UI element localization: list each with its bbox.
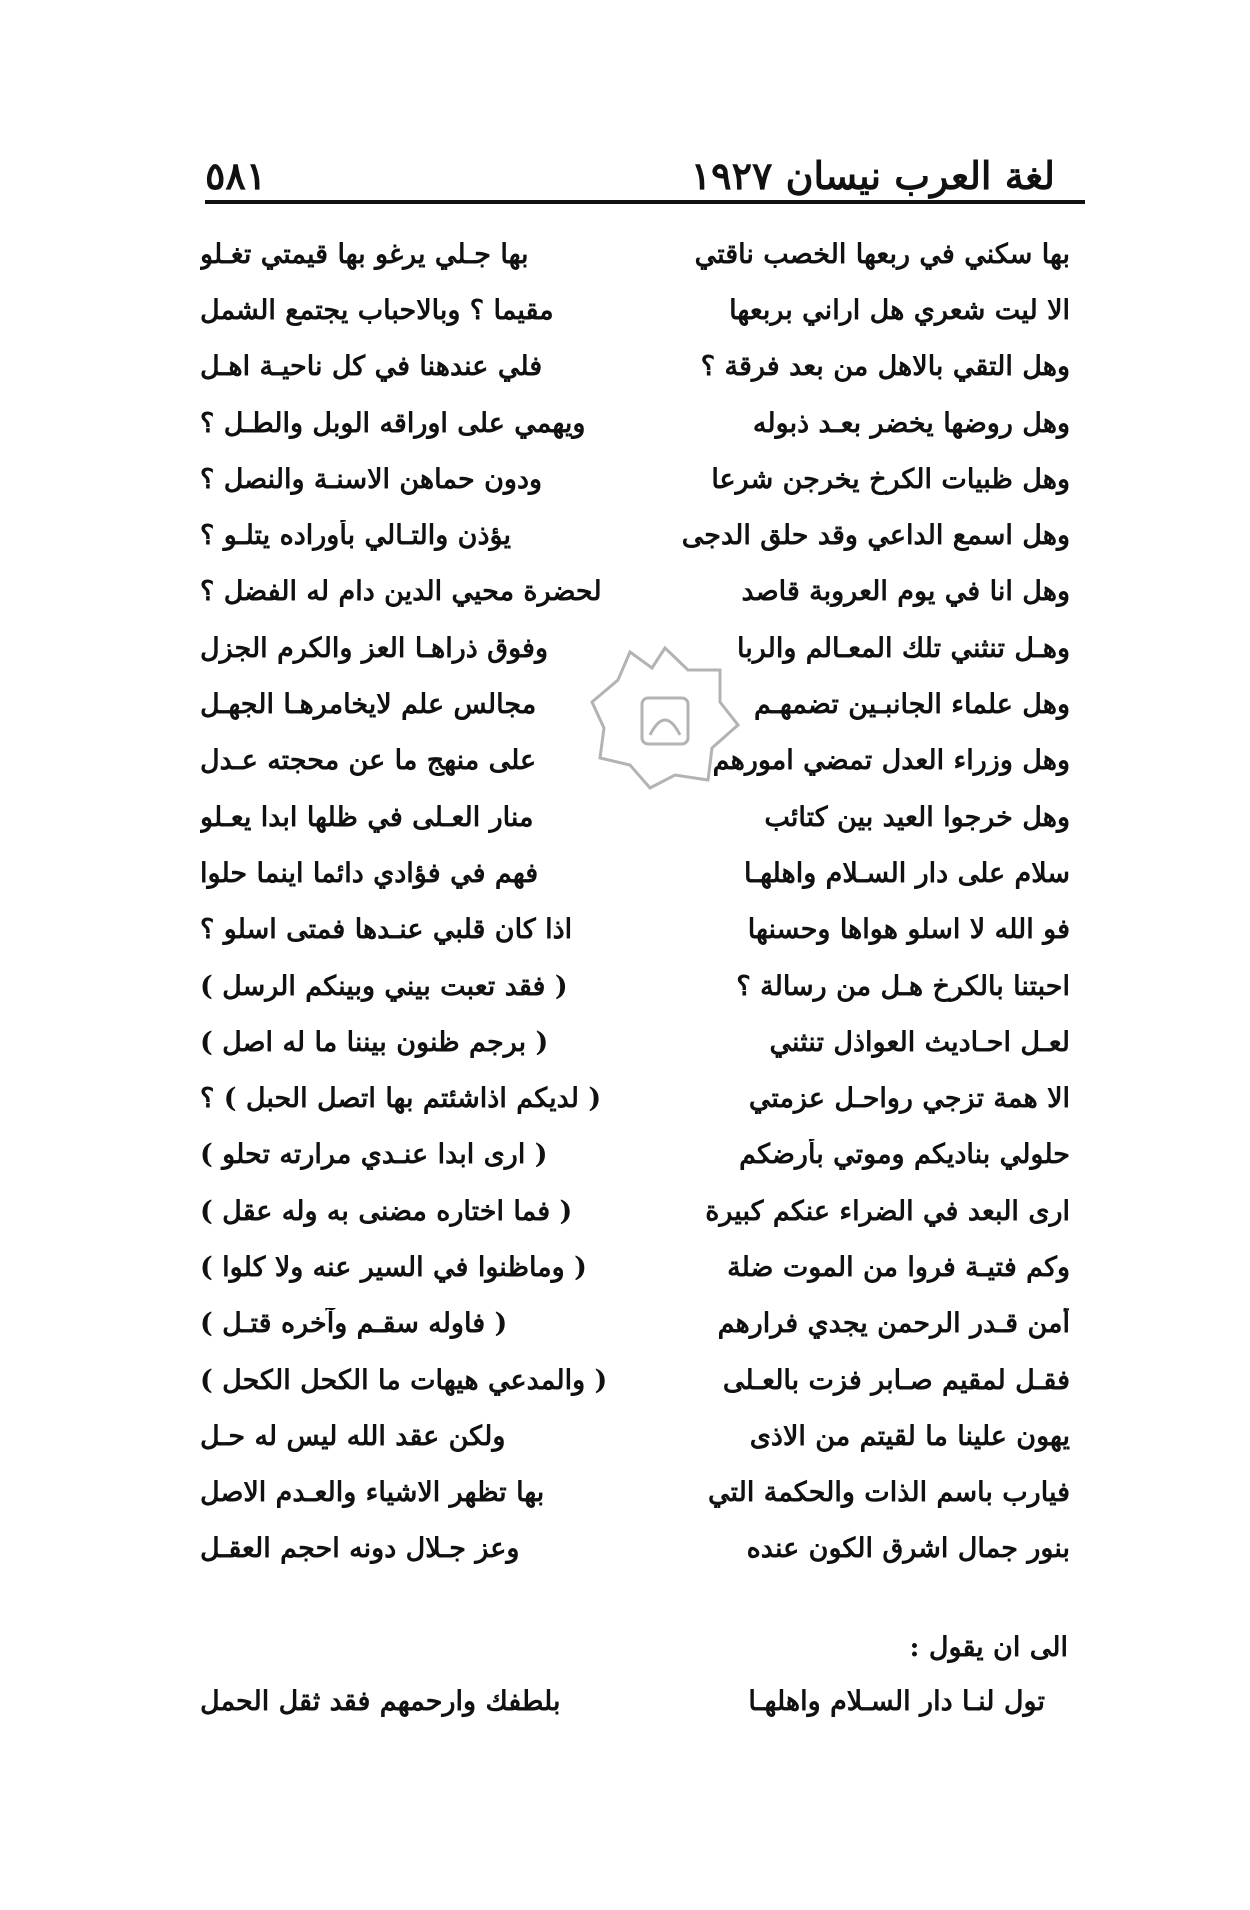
second-hemistich: على منهج ما عن محجته عـدل xyxy=(200,745,537,777)
first-hemistich: وكم فتيـة فروا من الموت ضلة xyxy=(727,1251,1070,1283)
second-hemistich: مجالس علم لايخامرهـا الجهـل xyxy=(200,689,537,721)
first-hemistich: الا ليت شعري هل اراني بربعها xyxy=(729,294,1070,326)
final-verse-first-hemistich: تول لنـا دار السـلام واهلهـا xyxy=(748,1686,1045,1717)
first-hemistich: فيارب باسم الذات والحكمة التي xyxy=(707,1477,1070,1509)
first-hemistich: وهل علماء الجانبـين تضمهـم xyxy=(753,689,1070,721)
library-stamp-watermark xyxy=(590,640,740,790)
verse-line xyxy=(200,507,1070,563)
second-hemistich: ( فقد تعبت بيني وبينكم الرسل ) xyxy=(200,970,568,1002)
page-number: ٥٨١ xyxy=(205,153,267,198)
first-hemistich: وهل ظبيات الكرخ يخرجن شرعا xyxy=(711,463,1070,495)
final-verse-second-hemistich: بلطفك وارحمهم فقد ثقل الحمل xyxy=(200,1686,561,1717)
verse-line xyxy=(200,226,1070,282)
second-hemistich: ( فاوله سقـم وآخره قتـل ) xyxy=(200,1308,508,1340)
first-hemistich: فقـل لمقيم صـابر فزت بالعـلى xyxy=(722,1364,1070,1396)
header-rule xyxy=(205,200,1085,204)
verse-line xyxy=(200,1127,1070,1183)
poem-body xyxy=(200,226,1070,1577)
first-hemistich: سلام على دار السـلام واهلهـا xyxy=(743,857,1070,889)
verse-line xyxy=(200,395,1070,451)
second-hemistich: لحضرة محيي الدين دام له الفضل ؟ xyxy=(200,576,602,608)
first-hemistich: أمن قـدر الرحمن يجدي فرارهم xyxy=(717,1308,1070,1340)
first-hemistich: لعـل احـاديث العواذل تنثني xyxy=(769,1026,1070,1058)
verse-line xyxy=(200,1183,1070,1239)
verse-line xyxy=(200,958,1070,1014)
second-hemistich: مقيما ؟ وبالاحباب يجتمع الشمل xyxy=(200,294,554,326)
first-hemistich: وهل اسمع الداعي وقد حلق الدجى xyxy=(681,520,1070,552)
second-hemistich: فهم في فؤادي دائما اينما حلوا xyxy=(200,857,539,889)
first-hemistich: وهل انا في يوم العروبة قاصد xyxy=(741,576,1070,608)
second-hemistich: فلي عندهنا في كل ناحيـة اهـل xyxy=(200,351,543,383)
second-hemistich: يؤذن والتـالي بأوراده يتلـو ؟ xyxy=(200,520,511,552)
verse-line xyxy=(200,1239,1070,1295)
final-verse xyxy=(200,1686,1045,1717)
first-hemistich: بنور جمال اشرق الكون عنده xyxy=(746,1533,1070,1565)
first-hemistich: وهـل تنثني تلك المعـالم والربا xyxy=(736,632,1070,664)
first-hemistich: وهل روضها يخضر بعـد ذبوله xyxy=(752,407,1070,439)
first-hemistich: وهل التقي بالاهل من بعد فرقة ؟ xyxy=(700,351,1070,383)
verse-line xyxy=(200,282,1070,338)
first-hemistich: احبتنا بالكرخ هـل من رسالة ؟ xyxy=(736,970,1070,1002)
second-hemistich: بها تظهر الاشياء والعـدم الاصل xyxy=(200,1477,545,1509)
second-hemistich: ( ارى ابدا عنـدي مرارته تحلو ) xyxy=(200,1139,548,1171)
verse-line xyxy=(200,1014,1070,1070)
transition-line: الى ان يقول : xyxy=(909,1632,1068,1663)
verse-line xyxy=(200,902,1070,958)
second-hemistich: وفوق ذراهـا العز والكرم الجزل xyxy=(200,632,548,664)
verse-line xyxy=(200,1408,1070,1464)
first-hemistich: فو الله لا اسلو هواها وحسنها xyxy=(747,914,1070,946)
first-hemistich: يهون علينا ما لقيتم من الاذى xyxy=(749,1420,1070,1452)
verse-line xyxy=(200,1070,1070,1126)
second-hemistich: ( لديكم اذاشئتم بها اتصل الحبل ) ؟ xyxy=(200,1083,602,1115)
second-hemistich: اذا كان قلبي عنـدها فمتى اسلو ؟ xyxy=(200,914,573,946)
verse-line xyxy=(200,789,1070,845)
second-hemistich: ودون حماهن الاسنـة والنصل ؟ xyxy=(200,463,543,495)
second-hemistich: ( وماظنوا في السير عنه ولا كلوا ) xyxy=(200,1251,587,1283)
first-hemistich: بها سكني في ربعها الخصب ناقتي xyxy=(694,238,1070,270)
verse-line xyxy=(200,1352,1070,1408)
first-hemistich: الا همة تزجي رواحـل عزمتي xyxy=(748,1083,1070,1115)
second-hemistich: منار العـلى في ظلها ابدا يعـلو xyxy=(200,801,534,833)
verse-line xyxy=(200,1521,1070,1577)
verse-line xyxy=(200,451,1070,507)
second-hemistich: ولكن عقد الله ليس له حـل xyxy=(200,1420,506,1452)
second-hemistich: وعز جـلال دونه احجم العقـل xyxy=(200,1533,520,1565)
second-hemistich: ( برجم ظنون بيننا ما له اصل ) xyxy=(200,1026,549,1058)
running-title: لغة العرب نيسان ١٩٢٧ xyxy=(690,153,1055,198)
second-hemistich: ويهمي على اوراقه الوبل والطـل ؟ xyxy=(200,407,586,439)
verse-line xyxy=(200,339,1070,395)
first-hemistich: وهل وزراء العدل تمضي امورهم xyxy=(712,745,1070,777)
verse-line xyxy=(200,845,1070,901)
first-hemistich: ارى البعد في الضراء عنكم كبيرة xyxy=(705,1195,1070,1227)
verse-line xyxy=(200,1296,1070,1352)
page-header xyxy=(205,138,1055,198)
first-hemistich: حلولي بناديكم وموتي بأرضكم xyxy=(739,1139,1070,1171)
second-hemistich: بها جـلي يرغو بها قيمتي تغـلو xyxy=(200,238,529,270)
second-hemistich: ( فما اختاره مضنى به وله عقل ) xyxy=(200,1195,573,1227)
second-hemistich: ( والمدعي هيهات ما الكحل الكحل ) xyxy=(200,1364,608,1396)
verse-line xyxy=(200,564,1070,620)
first-hemistich: وهل خرجوا العيد بين كتائب xyxy=(764,801,1070,833)
verse-line xyxy=(200,1465,1070,1521)
